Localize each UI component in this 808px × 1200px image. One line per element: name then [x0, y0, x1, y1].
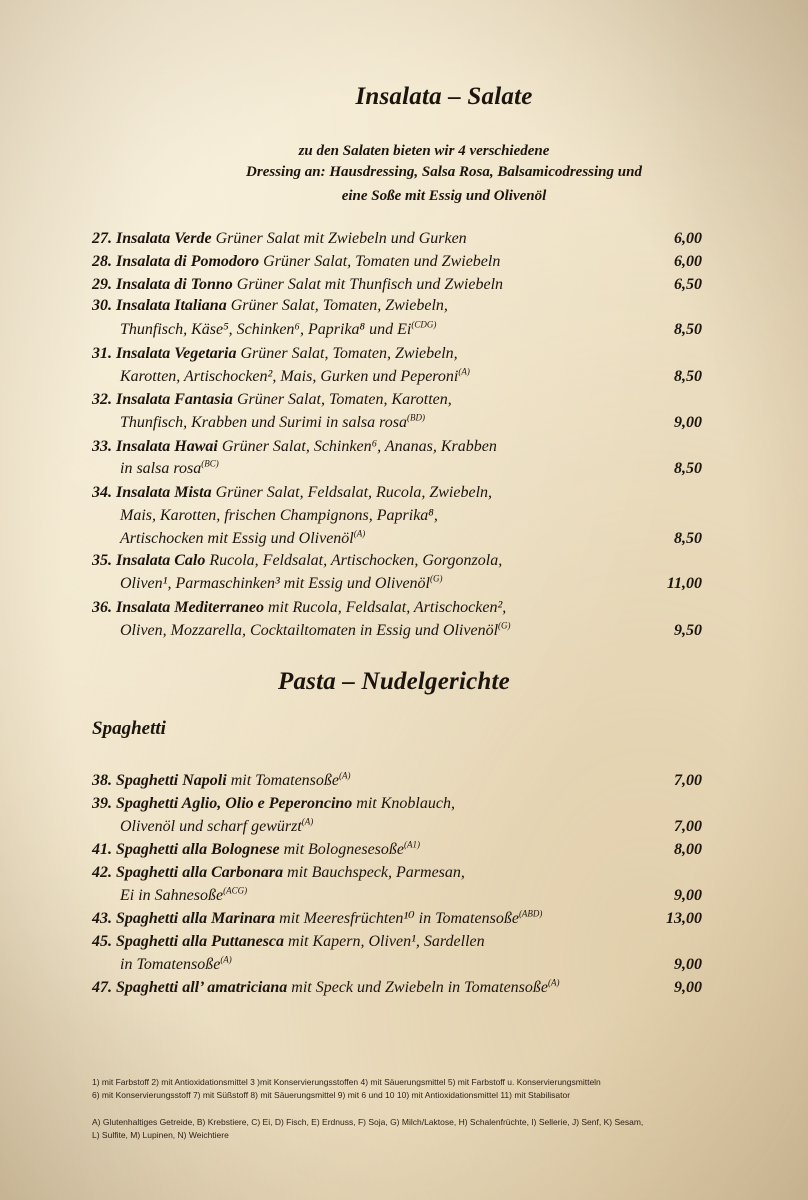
menu-item: [92, 976, 702, 999]
item-number: 33.: [92, 438, 112, 455]
item-name: Insalata di Pomodoro: [116, 253, 260, 270]
salad-intro-line-1: zu den Salaten bieten wir 4 verschiedene: [298, 143, 550, 159]
item-description: in salsa rosa: [120, 460, 202, 477]
item-number: 41.: [92, 841, 112, 858]
menu-item-continued: [92, 527, 702, 550]
item-description: Oliven, Mozzarella, Cocktailtomaten in Essig und Olivenöl: [120, 622, 499, 639]
item-number: 36.: [92, 599, 112, 616]
salad-section-title: Insalata – Salate: [355, 83, 533, 110]
allergen-code: (CDG): [411, 319, 437, 330]
item-number: 39.: [92, 795, 112, 812]
menu-item: [92, 596, 702, 619]
menu-item: [92, 481, 702, 504]
item-price: 6,50: [674, 276, 702, 293]
salad-intro-line-3: eine Soße mit Essig und Olivenöl: [341, 188, 547, 204]
item-name: Spaghetti Napoli: [116, 772, 227, 789]
menu-item-continued: [92, 572, 702, 595]
item-number: 34.: [92, 484, 112, 501]
item-description: Mais, Karotten, frischen Champignons, Paprika⁸,: [120, 507, 438, 524]
allergens-line: L) Sulfite, M) Lupinen, N) Weichtiere: [92, 1130, 229, 1140]
menu-item: [92, 907, 702, 930]
menu-item: [92, 342, 702, 365]
allergen-code: (BC): [201, 458, 219, 469]
pasta-section-title: Pasta – Nudelgerichte: [278, 668, 510, 695]
menu-item-continued: [92, 884, 702, 907]
item-price: 9,50: [674, 622, 702, 639]
item-description: Olivenöl und scharf gewürzt: [120, 818, 302, 835]
item-description: mit Kapern, Oliven¹, Sardellen: [288, 933, 485, 950]
menu-item-continued: [92, 504, 702, 527]
item-name: Insalata Verde: [116, 230, 212, 247]
item-name: Spaghetti Aglio, Olio e Peperoncino: [116, 795, 353, 812]
menu-item: [92, 273, 702, 296]
additives-line: 1) mit Farbstoff 2) mit Antioxidationsmittel 3 )mit Konservierungsstoffen 4) mit Säuerungsmittel 5) mit Farbstoff u. Konservierungsmitteln: [92, 1077, 601, 1087]
item-description: in Tomatensoße: [120, 956, 221, 973]
item-price: 9,00: [674, 956, 702, 973]
item-name: Spaghetti alla Puttanesca: [116, 933, 285, 950]
item-description: mit Speck und Zwiebeln in Tomatensoße: [291, 979, 548, 996]
item-number: 43.: [92, 910, 112, 927]
menu-item-continued: [92, 457, 702, 480]
item-name: Insalata di Tonno: [116, 276, 233, 293]
item-name: Insalata Mediterraneo: [116, 599, 265, 616]
menu-item: [92, 930, 702, 953]
item-description: Oliven¹, Parmaschinken³ mit Essig und Olivenöl: [120, 575, 430, 592]
item-number: 32.: [92, 391, 112, 408]
item-number: 42.: [92, 864, 112, 881]
menu-item: [92, 294, 702, 317]
item-price: 7,00: [674, 772, 702, 789]
allergen-code: (A): [339, 770, 351, 781]
item-price: 6,00: [674, 253, 702, 270]
salad-intro-line-2: Dressing an: Hausdressing, Salsa Rosa, Balsamicodressing und: [246, 164, 642, 180]
item-name: Insalata Italiana: [116, 297, 227, 314]
item-number: 35.: [92, 552, 112, 569]
allergen-code: (A): [353, 528, 366, 539]
item-description: Grüner Salat mit Thunfisch und Zwiebeln: [236, 276, 504, 293]
item-description: Karotten, Artischocken², Mais, Gurken und Peperoni: [120, 368, 459, 385]
item-description: Thunfisch, Krabben und Surimi in salsa rosa: [120, 414, 407, 431]
item-description: mit Meeresfrüchten¹⁰ in Tomatensoße: [279, 910, 519, 927]
item-description: mit Bolognesesoße: [283, 841, 404, 858]
spaghetti-subtitle: Spaghetti: [92, 718, 166, 739]
item-description: Grüner Salat, Tomaten, Karotten,: [236, 391, 452, 408]
allergen-code: (A1): [404, 839, 420, 850]
item-name: Insalata Fantasia: [116, 391, 233, 408]
menu-item: [92, 435, 702, 458]
allergens-footnote: [92, 1116, 752, 1142]
item-number: 38.: [92, 772, 112, 789]
item-description: Grüner Salat, Tomaten, Zwiebeln,: [230, 297, 448, 314]
item-description: Grüner Salat, Tomaten und Zwiebeln: [263, 253, 501, 270]
allergens-line: A) Glutenhaltiges Getreide, B) Krebstiere, C) Ei, D) Fisch, E) Erdnuss, F) Soja, G) Milch/Laktose, H) Schalenfrüchte, I) Sellerie, J) Senf, K) Sesam,: [92, 1117, 644, 1127]
allergen-code: (G): [429, 573, 443, 584]
item-price: 9,00: [674, 887, 702, 904]
item-number: 47.: [92, 979, 112, 996]
item-price: 8,50: [674, 530, 702, 547]
item-number: 28.: [92, 253, 112, 270]
menu-item: [92, 838, 702, 861]
item-description: Artischocken mit Essig und Olivenöl: [120, 530, 354, 547]
menu-item: [92, 792, 702, 815]
item-name: Insalata Hawai: [116, 438, 218, 455]
item-name: Insalata Mista: [116, 484, 212, 501]
item-price: 13,00: [666, 910, 702, 927]
item-description: Grüner Salat mit Zwiebeln und Gurken: [215, 230, 467, 247]
item-name: Spaghetti all’ amatriciana: [116, 979, 288, 996]
item-description: Grüner Salat, Schinken⁶, Ananas, Krabben: [221, 438, 497, 455]
menu-item: [92, 861, 702, 884]
item-description: Thunfisch, Käse⁵, Schinken⁶, Paprika⁸ und Ei: [120, 321, 412, 338]
allergen-code: (BD): [407, 412, 425, 423]
item-price: 11,00: [666, 575, 702, 592]
allergen-code: (A): [458, 366, 470, 377]
item-number: 31.: [92, 345, 112, 362]
item-name: Spaghetti alla Marinara: [116, 910, 276, 927]
allergen-code: (A): [548, 977, 560, 988]
item-number: 27.: [92, 230, 112, 247]
item-description: mit Bauchspeck, Parmesan,: [287, 864, 465, 881]
item-price: 7,00: [674, 818, 702, 835]
item-price: 9,00: [674, 979, 702, 996]
allergen-code: (ABD): [518, 908, 543, 919]
menu-item-continued: [92, 365, 702, 388]
item-description: Ei in Sahnesoße: [120, 887, 224, 904]
menu-item-continued: [92, 619, 702, 642]
allergen-code: (ACG): [223, 885, 248, 896]
item-name: Spaghetti alla Carbonara: [116, 864, 284, 881]
item-price: 9,00: [674, 414, 702, 431]
item-description: Grüner Salat, Tomaten, Zwiebeln,: [240, 345, 458, 362]
item-price: 6,00: [674, 230, 702, 247]
menu-item-continued: [92, 411, 702, 434]
allergen-code: (A): [220, 954, 232, 965]
item-name: Spaghetti alla Bolognese: [116, 841, 280, 858]
menu-item: [92, 549, 702, 572]
item-number: 30.: [92, 297, 112, 314]
item-description: mit Knoblauch,: [356, 795, 455, 812]
item-description: mit Rucola, Feldsalat, Artischocken²,: [268, 599, 507, 616]
menu-item-continued: [92, 318, 702, 341]
item-name: Insalata Calo: [116, 552, 206, 569]
item-description: mit Tomatensoße: [230, 772, 339, 789]
menu-item-continued: [92, 815, 702, 838]
item-description: Grüner Salat, Feldsalat, Rucola, Zwiebeln,: [215, 484, 493, 501]
additives-line: 6) mit Konservierungsstoff 7) mit Süßstoff 8) mit Säuerungsmittel 9) mit 6 und 10 10) mit Antioxidationsmittel 11) mit Stabilisator: [92, 1090, 571, 1100]
menu-item: [92, 250, 702, 273]
menu-item-continued: [92, 953, 702, 976]
item-number: 29.: [92, 276, 112, 293]
item-name: Insalata Vegetaria: [116, 345, 237, 362]
allergen-code: (G): [498, 620, 511, 631]
item-description: Rucola, Feldsalat, Artischocken, Gorgonzola,: [209, 552, 503, 569]
allergen-code: (A): [301, 816, 314, 827]
menu-item: [92, 227, 702, 250]
item-price: 8,00: [674, 841, 702, 858]
menu-item: [92, 388, 702, 411]
item-price: 8,50: [674, 321, 702, 338]
menu-item: [92, 769, 702, 792]
additives-footnote: [92, 1076, 752, 1102]
item-number: 45.: [92, 933, 112, 950]
item-price: 8,50: [674, 460, 702, 477]
item-price: 8,50: [674, 368, 702, 385]
